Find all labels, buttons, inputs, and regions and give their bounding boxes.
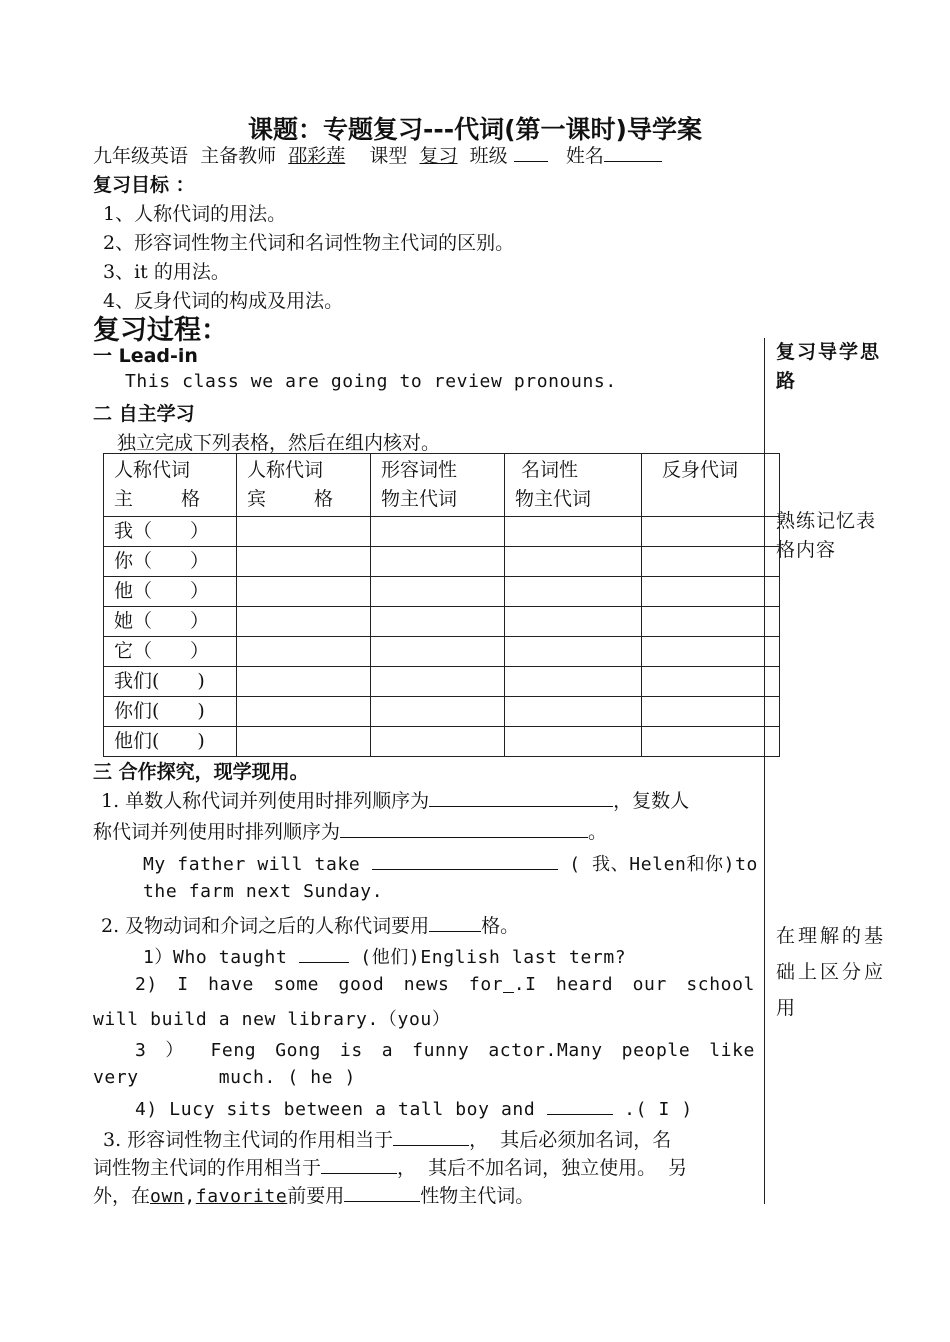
q1-text: 1. 单数人称代词并列使用时排列顺序为 (101, 790, 430, 812)
answer-cell[interactable] (371, 667, 505, 697)
header-noun-possessive (505, 454, 642, 517)
header-text: 人称代词 (114, 459, 191, 481)
answer-cell[interactable] (505, 697, 642, 727)
q3-word-own: own (150, 1186, 185, 1207)
q2-item-text: .( I ) (624, 1099, 693, 1120)
table-row (104, 547, 780, 577)
q1-blank-plural[interactable] (340, 821, 588, 838)
grade-subject: 九年级英语 (93, 145, 189, 167)
answer-cell[interactable] (505, 547, 642, 577)
q1-example-text: My father will take (143, 854, 361, 875)
answer-cell[interactable] (237, 697, 371, 727)
table-header-row (104, 454, 780, 517)
answer-cell[interactable] (505, 637, 642, 667)
q3-text: 词性物主代词的作用相当于 (93, 1157, 322, 1179)
q2-item-2-line2: will build a new library.（you） (93, 1009, 451, 1030)
sidebar-heading: 复习导学思路 (776, 341, 882, 392)
answer-cell[interactable] (505, 517, 642, 547)
header-text: 人称代词 (247, 459, 324, 481)
info-line (93, 141, 662, 168)
section-lead-in-label: 一 Lead-in (93, 345, 198, 367)
row-label: 它（ ） (104, 637, 237, 667)
header-text: 物主代词 (381, 488, 458, 510)
answer-cell[interactable] (371, 637, 505, 667)
name-label: 姓名 (565, 145, 604, 167)
header-text: 反身代词 (662, 459, 739, 481)
answer-cell[interactable] (237, 517, 371, 547)
header-adjective-possessive (371, 454, 505, 517)
name-blank[interactable] (604, 145, 662, 162)
q2-item-1 (143, 943, 626, 969)
answer-cell[interactable] (371, 577, 505, 607)
row-label: 他（ ） (104, 577, 237, 607)
q1-example-blank[interactable] (372, 853, 558, 870)
answer-cell[interactable] (642, 637, 780, 667)
answer-cell[interactable] (237, 637, 371, 667)
answer-cell[interactable] (505, 607, 642, 637)
answer-cell[interactable] (505, 727, 642, 757)
answer-cell[interactable] (237, 727, 371, 757)
answer-cell[interactable] (642, 517, 780, 547)
page-title: 课题：专题复习---代词(第一课时)导学案 (248, 115, 702, 144)
q1-text: ，复数人 (613, 790, 690, 812)
teacher-name: 邵彩莲 (288, 145, 346, 167)
q2-item-text: very (93, 1067, 139, 1088)
table-row (104, 637, 780, 667)
answer-cell[interactable] (642, 697, 780, 727)
q3-text: , (184, 1186, 196, 1207)
q1-example-line1 (143, 850, 758, 876)
lead-in-text: This class we are going to review pronouns. (125, 371, 617, 392)
answer-cell[interactable] (642, 727, 780, 757)
lesson-type: 复习 (419, 145, 458, 167)
row-label: 她（ ） (104, 607, 237, 637)
header-text: 宾 (247, 488, 267, 510)
q2-stem (101, 911, 519, 938)
q3-text: ， 其后不加名词，独立使用。 另 (397, 1157, 688, 1179)
q3-blank-noun[interactable] (321, 1157, 397, 1174)
q2-item-3: 3 ） Feng Gong is a funny actor.Many people like (135, 1040, 755, 1061)
q3-blank-adjective[interactable] (393, 1129, 469, 1146)
q2-item-text: 4) Lucy sits between a tall boy and (135, 1099, 536, 1120)
q2-item-2-blank[interactable] (503, 976, 513, 993)
type-label: 课型 (369, 145, 408, 167)
goal-item: 1、人称代词的用法。 (103, 203, 287, 225)
answer-cell[interactable] (237, 607, 371, 637)
q1-blank-singular[interactable] (429, 790, 613, 807)
row-label: 你（ ） (104, 547, 237, 577)
answer-cell[interactable] (371, 727, 505, 757)
table-row (104, 577, 780, 607)
class-blank[interactable] (514, 145, 548, 162)
q2-item-text: 1）Who taught (143, 947, 288, 968)
answer-cell[interactable] (505, 667, 642, 697)
q2-text: 2. 及物动词和介词之后的人称代词要用 (101, 915, 430, 937)
goals-heading: 复习目标 ： (93, 174, 195, 196)
header-subject (104, 454, 237, 517)
header-text: 物主代词 (515, 488, 592, 510)
q2-item-text: much. ( he ) (218, 1067, 356, 1088)
q2-item-text: (他们)English last term? (360, 947, 627, 968)
self-study-instruction: 独立完成下列表格，然后在组内核对。 (117, 432, 441, 454)
q2-item-4-blank[interactable] (547, 1098, 613, 1115)
q2-text: 格。 (481, 915, 520, 937)
q2-item-4 (135, 1098, 693, 1120)
q3-text: 性物主代词。 (420, 1185, 535, 1207)
class-label: 班级 (469, 145, 508, 167)
sidebar-note-apply: 在理解的基础上区分应用 (776, 925, 887, 1019)
process-heading: 复习过程： (93, 315, 228, 346)
answer-cell[interactable] (642, 577, 780, 607)
q2-blank[interactable] (429, 915, 481, 932)
q3-line3 (93, 1181, 534, 1208)
header-reflexive (642, 454, 780, 517)
teacher-label: 主备教师 (200, 145, 277, 167)
header-text: 名词性 (515, 459, 579, 481)
row-label: 我们( ) (104, 667, 237, 697)
q3-text: 外，在 (93, 1185, 151, 1207)
row-label: 他们( ) (104, 727, 237, 757)
row-label: 我（ ） (104, 517, 237, 547)
answer-cell[interactable] (371, 547, 505, 577)
table-row (104, 667, 780, 697)
q3-text: ， 其后必须加名词，名 (469, 1129, 672, 1151)
header-text: 形容词性 (381, 459, 458, 481)
table-row (104, 607, 780, 637)
section-lead-in-heading (93, 341, 198, 368)
pronoun-table (103, 453, 780, 757)
answer-cell[interactable] (642, 667, 780, 697)
q1-line2 (93, 817, 607, 844)
answer-cell[interactable] (237, 547, 371, 577)
q3-blank-before-own[interactable] (344, 1185, 420, 1202)
q3-line1 (103, 1125, 671, 1152)
goal-item: 4、反身代词的构成及用法。 (103, 290, 344, 312)
row-label: 你们( ) (104, 697, 237, 727)
header-object (237, 454, 371, 517)
header-text: 格 (313, 488, 333, 510)
q2-item-2 (135, 974, 755, 995)
q3-line2 (93, 1153, 687, 1180)
header-text: 主 (114, 488, 134, 510)
answer-cell[interactable] (642, 607, 780, 637)
header-text: 格 (180, 488, 200, 510)
q2-item-3-line2 (93, 1067, 356, 1088)
q3-text: 前要用 (287, 1185, 345, 1207)
q2-item-1-blank[interactable] (299, 946, 349, 963)
q1-text: 称代词并列使用时排列顺序为 (93, 821, 341, 843)
q1-text: 。 (588, 821, 608, 843)
answer-cell[interactable] (237, 577, 371, 607)
q1-example-text: ( 我、Helen和你)to (569, 854, 758, 875)
answer-cell[interactable] (371, 697, 505, 727)
q2-item-text: 2) I have some good news for (135, 974, 504, 995)
answer-cell[interactable] (237, 667, 371, 697)
section-self-study-heading: 二 自主学习 (93, 403, 195, 425)
goal-item: 2、形容词性物主代词和名词性物主代词的区别。 (103, 232, 515, 254)
section-cooperation-heading: 三 合作探究，现学现用。 (93, 761, 309, 783)
table-row (104, 727, 780, 757)
goal-item: 3、it 的用法。 (103, 261, 230, 283)
answer-cell[interactable] (642, 547, 780, 577)
q3-word-favorite: favorite (195, 1186, 288, 1207)
table-row (104, 517, 780, 547)
answer-cell[interactable] (505, 577, 642, 607)
answer-cell[interactable] (371, 607, 505, 637)
table-row (104, 697, 780, 727)
q2-item-text: .I heard our school (513, 974, 755, 995)
sidebar-note-memorize: 熟练记忆表格内容 (776, 510, 877, 561)
q1-line1 (101, 786, 689, 813)
answer-cell[interactable] (371, 517, 505, 547)
q3-text: 3. 形容词性物主代词的作用相当于 (103, 1129, 394, 1151)
q1-example-line2: the farm next Sunday. (143, 881, 384, 902)
